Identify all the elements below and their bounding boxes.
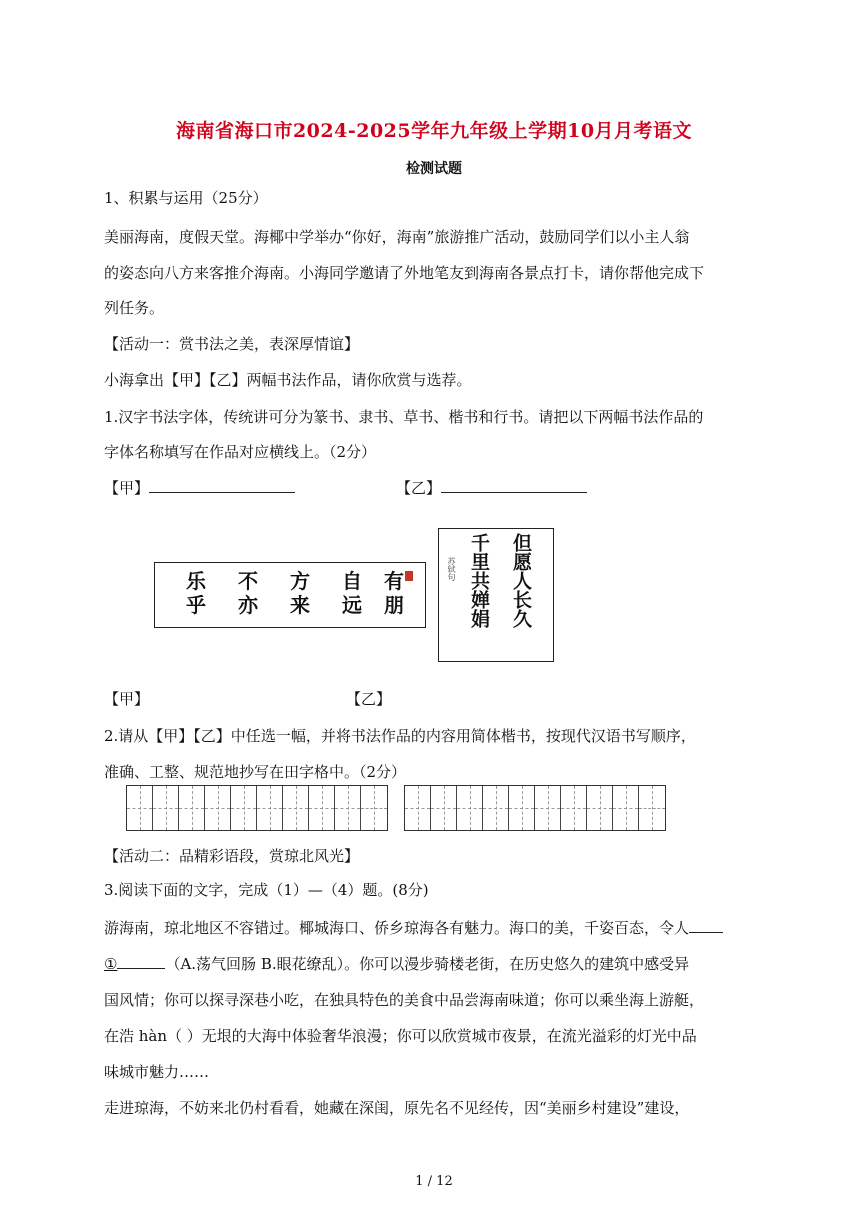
- answer-label-yi: 【乙】: [396, 479, 442, 497]
- seal-stamp-icon: [405, 571, 413, 581]
- intro-line-3: 列任务。: [104, 299, 165, 317]
- blank-marker: ①: [104, 955, 118, 973]
- question-2-line-2: 准确、工整、规范地抄写在田字格中。（2分）: [104, 763, 407, 781]
- calligraphy-jia-col-2: 不亦: [238, 569, 258, 617]
- caption-jia: 【甲】: [104, 690, 150, 708]
- calligraphy-jia-col-1: 乐乎: [186, 569, 206, 617]
- caption-yi: 【乙】: [346, 690, 392, 708]
- answer-label-jia: 【甲】: [104, 479, 150, 497]
- calligraphy-jia-col-4: 自远: [342, 569, 362, 617]
- calligraphy-yi-col-1: 但愿人长久: [510, 533, 532, 628]
- question-3: 3.阅读下面的文字，完成（1）—（4）题。(8分): [104, 881, 429, 899]
- section-heading: 1、积累与运用（25分）: [104, 189, 268, 207]
- document-title: 海南省海口市2024-2025学年九年级上学期10月月考语文: [175, 120, 693, 142]
- passage-line-6: 走进琼海，不妨来北仍村看看，她藏在深闺，原先名不见经传，因“美丽乡村建设”建设，: [104, 1099, 690, 1117]
- calligraphy-jia-col-3: 方来: [290, 569, 310, 617]
- passage-line-1: 游海南，琼北地区不容错过。椰城海口、侨乡琼海各有魅力。海口的美，千姿百态，令人: [104, 918, 723, 938]
- question-1-line-2: 字体名称填写在作品对应横线上。（2分）: [104, 443, 377, 461]
- answer-blank-jia[interactable]: [149, 478, 295, 493]
- document-subtitle: 检测试题: [406, 161, 462, 177]
- passage-line-5: 味城市魅力……: [104, 1063, 210, 1081]
- intro-line-2: 的姿态向八方来客推介海南。小海同学邀请了外地笔友到海南各景点打卡，请你帮他完成下: [104, 264, 705, 282]
- page-number: 1 / 12: [415, 1174, 453, 1189]
- question-2-line-1: 2.请从【甲】【乙】中任选一幅，并将书法作品的内容用简体楷书，按现代汉语书写顺序，: [104, 727, 696, 745]
- calligraphy-yi: [438, 528, 554, 662]
- calligraphy-yi-inscription: 苏轼句: [447, 557, 456, 581]
- calligraphy-jia: [154, 562, 426, 628]
- passage-line-4: 在浩 hàn（ ）无垠的大海中体验奢华浪漫；你可以欣赏城市夜景，在流光溢彩的灯光中品: [104, 1027, 697, 1045]
- passage-line-2: ① （A.荡气回肠 B.眼花缭乱）。你可以漫步骑楼老街，在历史悠久的建筑中感受异: [104, 955, 690, 973]
- activity-1-intro: 小海拿出【甲】【乙】两幅书法作品，请你欣赏与选荐。: [104, 371, 472, 389]
- tianzige-grid-right[interactable]: [404, 785, 666, 831]
- answer-blank-yi[interactable]: [441, 478, 587, 493]
- answer-row-jia: [104, 478, 295, 498]
- activity-2-heading: 【活动二：品精彩语段，赏琼北风光】: [104, 847, 360, 865]
- calligraphy-yi-col-2: 千里共婵娟: [468, 533, 490, 628]
- intro-line-1: 美丽海南，度假天堂。海椰中学举办“你好，海南”旅游推广活动，鼓励同学们以小主人翁: [104, 228, 690, 246]
- calligraphy-jia-col-5: 有朋: [384, 569, 404, 617]
- activity-1-heading: 【活动一：赏书法之美，表深厚情谊】: [104, 335, 360, 353]
- fill-blank-2[interactable]: [117, 954, 165, 969]
- fill-blank-1[interactable]: [689, 918, 723, 933]
- passage-line-3: 国风情；你可以探寻深巷小吃，在独具特色的美食中品尝海南味道；你可以乘坐海上游艇，: [104, 991, 705, 1009]
- question-1-line-1: 1.汉字书法字体，传统讲可分为篆书、隶书、草书、楷书和行书。请把以下两幅书法作品的: [104, 408, 704, 426]
- answer-row-yi: [396, 478, 587, 498]
- tianzige-grid-left[interactable]: [126, 785, 388, 831]
